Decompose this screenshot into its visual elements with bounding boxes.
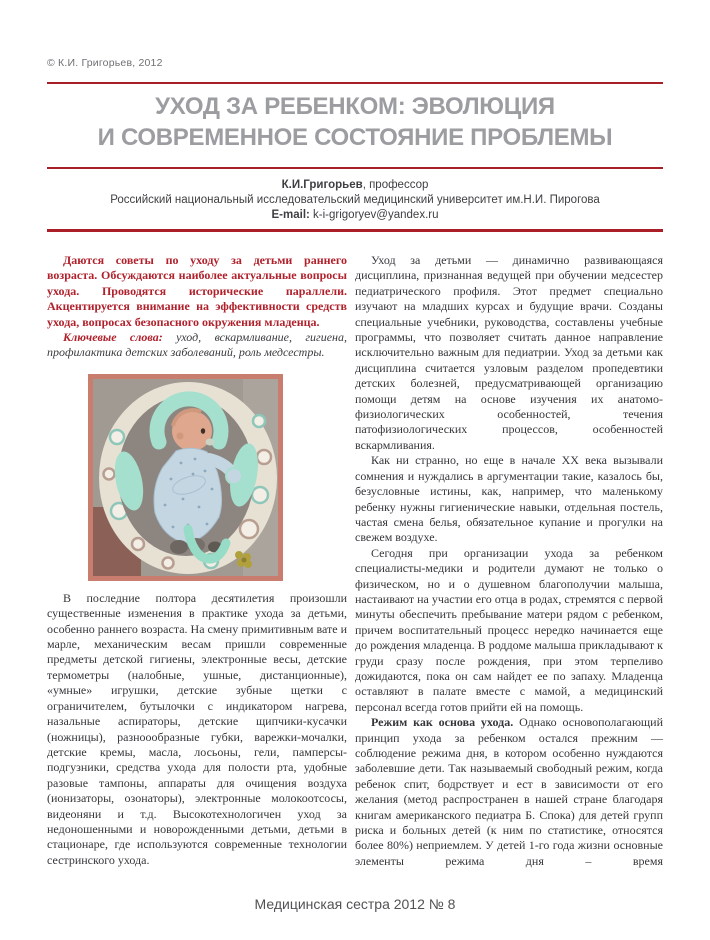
article-title-line1: УХОД ЗА РЕБЕНКОМ: ЭВОЛЮЦИЯ: [155, 93, 555, 120]
affiliation: Российский национальный исследовательский медицинский университет им.Н.И. Пирогова: [110, 194, 600, 206]
header-divider-line: [47, 82, 663, 84]
copyright-notice: © К.И. Григорьев, 2012: [47, 57, 163, 69]
author-line: [0, 178, 710, 193]
body-paragraph-1: Уход за детьми — динамично развивающаяся дисциплина, признанная ведущей при обучении медсестер педиатрического профиля. Этот предмет специально изучают на младших курсах и будущие врачи. Созданы специальные учебники, руководства, составлены учебные программы, что позволяет считать данное направление исключительно важным для педиатрии. Уход за детьми как дисциплина считается узловым разделом пропедевтики детских болезней, предусматривающей организацию помощи детям на основе изучения их анатомо-физиологических особенностей, течения патофизиологических процессов, особенностей вскармливания.: [355, 253, 663, 452]
left-body-paragraph: В последние полтора десятилетия произошли существенные изменения в практике ухода за детьми, особенно раннего возраста. На смену примитивным вате и марле, механическим весам пришли современные предметы детской гигиены, электронные весы, детские термометры (налобные, ушные, дистанционные), «умные» игрушки, детские зубные щетки с ограничителем, бутылочки с индикатором нагрева, назальные аспираторы, детские щипчики-кусачки (ножницы), разноообразные губки, варежки-мочалки, детские кремы, масла, лосьоны, гели, памперсы-подгузники, средства ухода для полости рта, удобные разовые тампоны, аппараты для очищения воздуха (ионизаторы, озонаторы), электронные молокоотсосы, видеоняни и т.д. Высокотехнологичен уход за недоношенными и новорожденными детьми, детьми в стационаре, где используются современные технологии сестринского ухода.: [47, 590, 347, 867]
baby-photo-illustration: [93, 379, 278, 576]
body-paragraph-4-text: Однако основополагающий принцип ухода за ребенком остался прежним — соблюдение режима дня, в котором особенно нуждаются заболевшие дети. Так называемый свободный режим, когда ребенок спит, бодрствует и ест в зависимости от его желания (метод распространен в нашей стране благодаря книгам американского педиатра Б. Спока) для детей групп риска и больных детей (к ним по статистике, относятся более 80%) неприемлем. У детей 1-го года жизни основные элементы режима дня – время: [355, 715, 664, 868]
journal-footer: Медицинская сестра 2012 № 8: [254, 896, 456, 912]
title-divider-line: [47, 167, 663, 169]
email-label: E-mail:: [271, 209, 310, 221]
body-paragraph-2: Как ни странно, но еще в начале XX века вызывали сомнения и нуждались в аргументации такие, казалось бы, безусловные истины, как, например, что маленькому ребенку нужны гигиенические навыки, отдельная постель, частая смена белья, обязательное купание и прогулки на свежем воздухе.: [355, 453, 663, 545]
author-role: , профессор: [362, 179, 429, 191]
email-address: k-i-grigoryev@yandex.ru: [313, 209, 439, 221]
article-title: [0, 91, 710, 153]
email-line: [0, 208, 710, 223]
baby-photo: [88, 374, 283, 581]
keywords-paragraph: [47, 330, 347, 361]
right-column: [355, 253, 663, 869]
body-paragraph-3: Сегодня при организации ухода за ребенком специалисты-медики и родители думают не только о физическом, но и о душевном благополучии малыша, настаивают на участии его отца в родах, стремятся с первой минуты обеспечить пребывание матери рядом с ребенком, причем воспитательный процесс нередко начинается еще до рождения младенца. В роддоме малыша прикладывают к груди сразу после рождения, при этом терпеливо дожидаются, пока он сам найдет ее по запаху. Младенца оставляют в палате вместе с мамой, а медицинский персонал всегда готов прийти ей на помощь.: [355, 545, 663, 714]
body-paragraph-4: [355, 715, 663, 869]
left-column: [47, 253, 347, 868]
abstract-text: Даются советы по уходу за детьми раннего возраста. Обсуждаются наиболее актуальные вопросы ухода. Проводятся исторические параллели. Акцентируется внимание на эффективности средств ухода, вопросах безопасного окружения младенца.: [47, 253, 347, 329]
author-block: [0, 178, 710, 223]
author-divider-line: [47, 229, 663, 232]
section-heading: Режим как основа ухода.: [371, 715, 514, 730]
author-name: К.И.Григорьев: [281, 179, 363, 191]
keywords-label: Ключевые слова:: [63, 330, 163, 345]
article-title-line2: И СОВРЕМЕННОЕ СОСТОЯНИЕ ПРОБЛЕМЫ: [97, 124, 613, 151]
keywords-text: уход, вскармливание, гигиена, профилактика детских заболеваний, роль медсестры.: [47, 330, 347, 360]
